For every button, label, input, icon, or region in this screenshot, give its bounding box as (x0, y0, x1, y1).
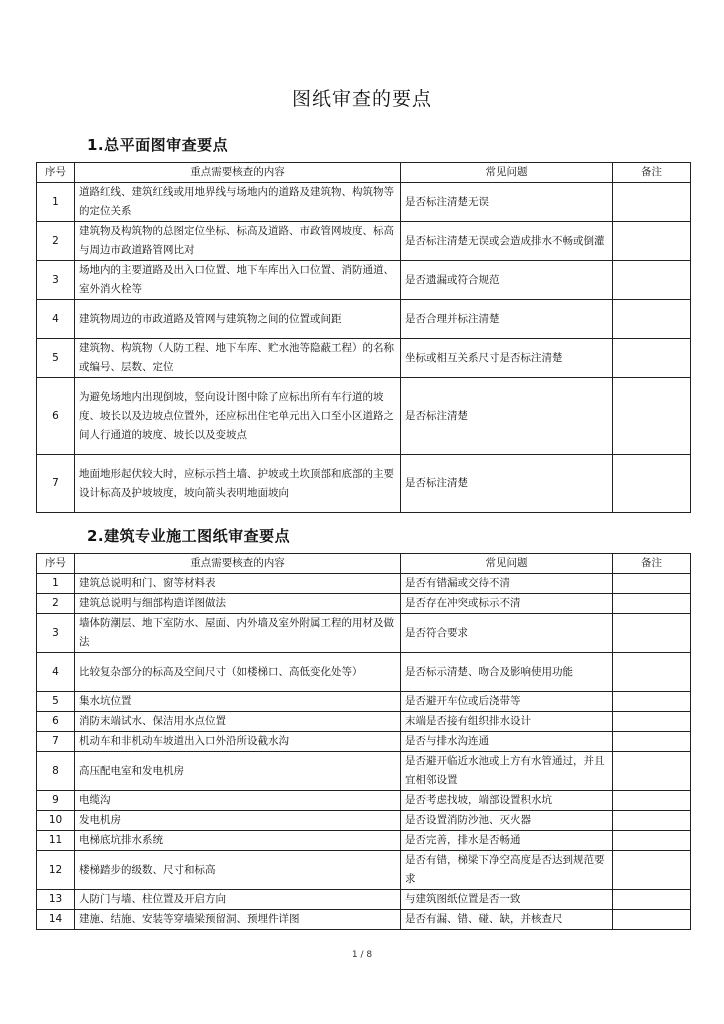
cell-content: 道路红线、建筑红线或用地界线与场地内的道路及建筑物、构筑物等的定位关系 (75, 183, 401, 222)
cell-issue: 是否合理并标注清楚 (401, 300, 613, 339)
table-row (37, 890, 691, 910)
site-plan-review-table (36, 162, 691, 513)
cell-issue: 是否标示清楚、吻合及影响使用功能 (401, 653, 613, 692)
section-title-site-plan: 1.总平面图审查要点 (87, 136, 229, 154)
section-title-architecture: 2.建筑专业施工图纸审查要点 (87, 527, 291, 545)
cell-note (613, 692, 691, 712)
cell-content: 建筑总说明和门、窗等材料表 (75, 574, 401, 594)
cell-issue: 是否标注清楚无误或会造成排水不畅或倒灌 (401, 222, 613, 261)
cell-content: 建施、结施、安装等穿墙梁预留洞、预埋件详图 (75, 910, 401, 930)
architecture-review-table (36, 553, 691, 930)
cell-num: 7 (37, 732, 75, 752)
cell-content: 建筑物、构筑物（人防工程、地下车库、贮水池等隐蔽工程）的名称或编号、层数、定位 (75, 339, 401, 378)
cell-num: 6 (37, 712, 75, 732)
table-row (37, 614, 691, 653)
cell-issue: 是否符合要求 (401, 614, 613, 653)
cell-content: 场地内的主要道路及出入口位置、地下车库出入口位置、消防通道、室外消火栓等 (75, 261, 401, 300)
page-number: 1 / 8 (351, 950, 373, 960)
table-row (37, 455, 691, 513)
table-row (37, 594, 691, 614)
cell-note (613, 752, 691, 791)
cell-issue: 是否有漏、错、碰、缺，并核查尺 (401, 910, 613, 930)
table-row (37, 712, 691, 732)
header-content: 重点需要核查的内容 (75, 554, 401, 574)
table-row (37, 300, 691, 339)
cell-issue: 是否遗漏或符合规范 (401, 261, 613, 300)
cell-content: 为避免场地内出现倒坡，竖向设计图中除了应标出所有车行道的坡度、坡长以及边坡点位置外，还应标出住宅单元出入口至小区道路之间人行通道的坡度、坡长以及变坡点 (75, 378, 401, 455)
cell-issue: 是否标注清楚无误 (401, 183, 613, 222)
header-note: 备注 (613, 163, 691, 183)
cell-content: 建筑物及构筑物的总图定位坐标、标高及道路、市政管网坡度、标高与周边市政道路管网比对 (75, 222, 401, 261)
table-row (37, 222, 691, 261)
table-row (37, 183, 691, 222)
cell-note (613, 712, 691, 732)
cell-content: 建筑物周边的市政道路及管网与建筑物之间的位置或间距 (75, 300, 401, 339)
header-issue: 常见问题 (401, 554, 613, 574)
cell-num: 4 (37, 300, 75, 339)
table-row (37, 692, 691, 712)
cell-note (613, 594, 691, 614)
table-row (37, 910, 691, 930)
page-title: 图纸审查的要点 (291, 88, 432, 110)
cell-num: 14 (37, 910, 75, 930)
table-row (37, 261, 691, 300)
table-row (37, 851, 691, 890)
cell-note (613, 222, 691, 261)
table-row (37, 811, 691, 831)
cell-note (613, 339, 691, 378)
cell-issue: 是否设置消防沙池、灭火器 (401, 811, 613, 831)
cell-content: 电缆沟 (75, 791, 401, 811)
cell-note (613, 791, 691, 811)
cell-num: 5 (37, 692, 75, 712)
header-num: 序号 (37, 554, 75, 574)
cell-num: 8 (37, 752, 75, 791)
table-row (37, 378, 691, 455)
cell-content: 消防末端试水、保洁用水点位置 (75, 712, 401, 732)
cell-content: 人防门与墙、柱位置及开启方向 (75, 890, 401, 910)
cell-note (613, 851, 691, 890)
cell-num: 12 (37, 851, 75, 890)
cell-issue: 是否标注清楚 (401, 455, 613, 513)
cell-num: 5 (37, 339, 75, 378)
cell-issue: 是否完善，排水是否畅通 (401, 831, 613, 851)
header-num: 序号 (37, 163, 75, 183)
cell-issue: 是否标注清楚 (401, 378, 613, 455)
cell-content: 机动车和非机动车坡道出入口外沿所设截水沟 (75, 732, 401, 752)
table-row (37, 339, 691, 378)
cell-num: 3 (37, 261, 75, 300)
cell-issue: 是否避开临近水池或上方有水管通过，并且宜相邻设置 (401, 752, 613, 791)
cell-note (613, 732, 691, 752)
cell-note (613, 653, 691, 692)
cell-note (613, 300, 691, 339)
cell-num: 2 (37, 222, 75, 261)
cell-num: 1 (37, 183, 75, 222)
table-row (37, 574, 691, 594)
cell-num: 2 (37, 594, 75, 614)
table-row (37, 831, 691, 851)
cell-content: 地面地形起伏较大时，应标示挡土墙、护坡或土坎顶部和底部的主要设计标高及护坡坡度，坡向箭头表明地面坡向 (75, 455, 401, 513)
cell-content: 发电机房 (75, 811, 401, 831)
cell-issue: 是否存在冲突或标示不清 (401, 594, 613, 614)
cell-content: 电梯底坑排水系统 (75, 831, 401, 851)
cell-content: 建筑总说明与细部构造详图做法 (75, 594, 401, 614)
cell-note (613, 811, 691, 831)
table-row (37, 791, 691, 811)
header-note: 备注 (613, 554, 691, 574)
cell-note (613, 455, 691, 513)
cell-issue: 是否有错漏或交待不清 (401, 574, 613, 594)
table-row (37, 653, 691, 692)
header-content: 重点需要核查的内容 (75, 163, 401, 183)
cell-issue: 末端是否接有组织排水设计 (401, 712, 613, 732)
cell-num: 13 (37, 890, 75, 910)
cell-num: 6 (37, 378, 75, 455)
header-issue: 常见问题 (401, 163, 613, 183)
cell-content: 楼梯踏步的级数、尺寸和标高 (75, 851, 401, 890)
table-row (37, 732, 691, 752)
cell-issue: 是否避开车位或后浇带等 (401, 692, 613, 712)
cell-num: 4 (37, 653, 75, 692)
cell-note (613, 910, 691, 930)
cell-num: 11 (37, 831, 75, 851)
cell-note (613, 378, 691, 455)
cell-num: 10 (37, 811, 75, 831)
cell-note (613, 614, 691, 653)
table-row (37, 752, 691, 791)
cell-note (613, 261, 691, 300)
cell-issue: 是否考虑找坡，端部设置积水坑 (401, 791, 613, 811)
cell-note (613, 890, 691, 910)
cell-content: 集水坑位置 (75, 692, 401, 712)
cell-content: 高压配电室和发电机房 (75, 752, 401, 791)
cell-content: 墙体防潮层、地下室防水、屋面、内外墙及室外附属工程的用材及做法 (75, 614, 401, 653)
cell-content: 比较复杂部分的标高及空间尺寸（如楼梯口、高低变化处等） (75, 653, 401, 692)
cell-note (613, 183, 691, 222)
cell-num: 1 (37, 574, 75, 594)
cell-issue: 与建筑图纸位置是否一致 (401, 890, 613, 910)
cell-note (613, 831, 691, 851)
cell-num: 9 (37, 791, 75, 811)
cell-num: 7 (37, 455, 75, 513)
cell-issue: 坐标或相互关系尺寸是否标注清楚 (401, 339, 613, 378)
cell-num: 3 (37, 614, 75, 653)
cell-note (613, 574, 691, 594)
table-header-row (37, 554, 691, 574)
cell-issue: 是否与排水沟连通 (401, 732, 613, 752)
cell-issue: 是否有错，梯梁下净空高度是否达到规范要求 (401, 851, 613, 890)
table-header-row (37, 163, 691, 183)
